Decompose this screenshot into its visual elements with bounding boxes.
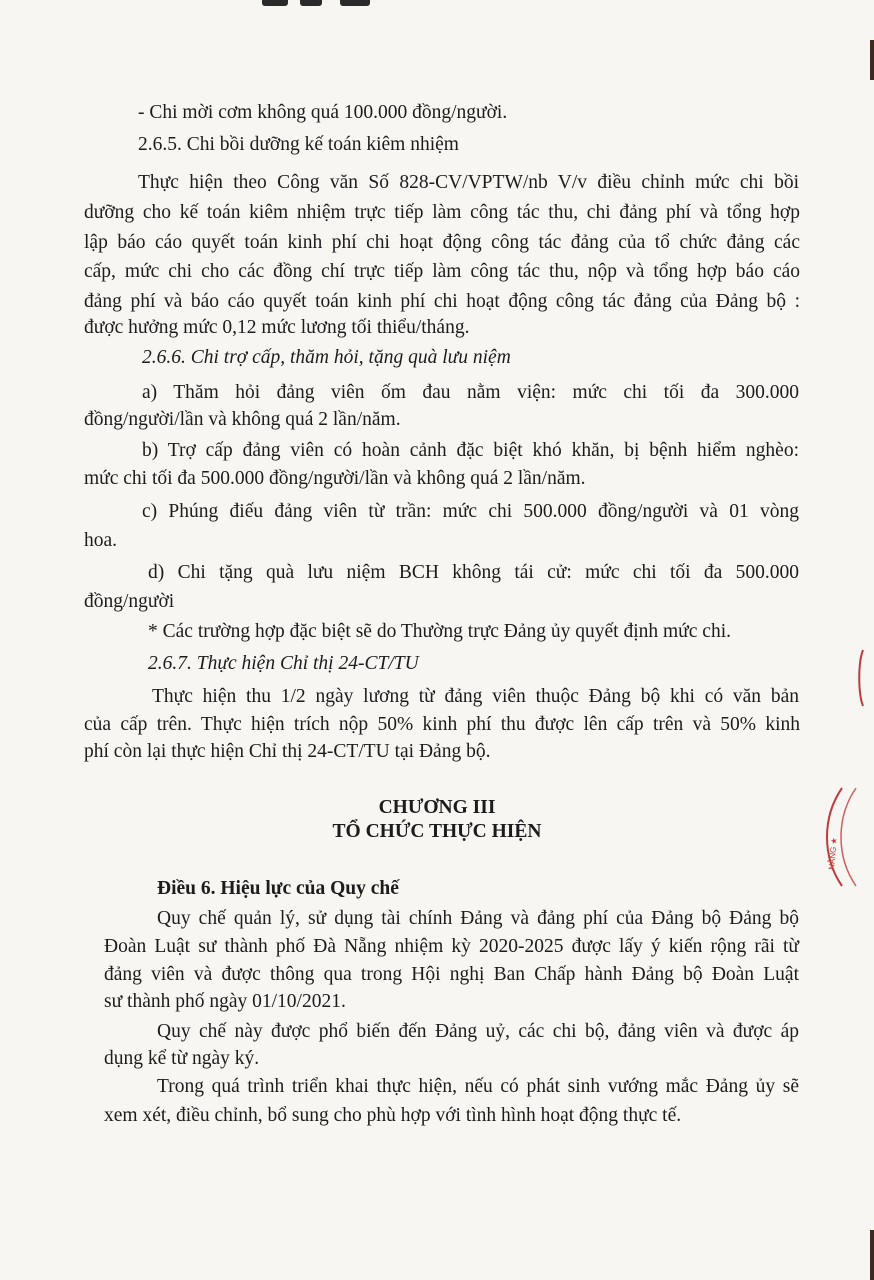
paragraph-line: được hưởng mức 0,12 mức lương tối thiểu/tháng. [84,317,470,338]
chapter-number: CHƯƠNG III [378,797,496,818]
paragraph-line: dưỡng cho kế toán kiêm nhiệm trực tiếp làm công tác thu, chi đảng phí và tổng hợp [84,202,800,223]
paragraph-line: Quy chế này được phổ biến đến Đảng uỷ, các chi bộ, đảng viên và được áp [157,1021,799,1042]
scan-mark [262,0,288,6]
paragraph-line: d) Chi tặng quà lưu niệm BCH không tái cử: mức chi tối đa 500.000 [148,562,799,583]
paragraph-line: đồng/người/lần và không quá 2 lần/năm. [84,409,401,430]
paragraph-line: của cấp trên. Thực hiện trích nộp 50% kinh phí thu được lên cấp trên và 50% kinh [84,714,800,735]
paragraph-line: Thực hiện thu 1/2 ngày lương từ đảng viên thuộc Đảng bộ khi có văn bản [152,686,799,707]
scan-edge [870,40,874,80]
paragraph-line: * Các trường hợp đặc biệt sẽ do Thường trực Đảng ủy quyết định mức chi. [148,621,731,642]
section-heading: 2.6.5. Chi bồi dưỡng kế toán kiêm nhiệm [138,134,459,155]
section-heading: 2.6.6. Chi trợ cấp, thăm hỏi, tặng quà lưu niệm [142,347,511,368]
paragraph-line: Quy chế quản lý, sử dụng tài chính Đảng và đảng phí của Đảng bộ Đảng bộ [157,908,799,929]
paragraph-line: lập báo cáo quyết toán kinh phí chi hoạt động công tác đảng của tổ chức đảng các [84,232,800,253]
seal-fragment-icon [856,648,868,708]
scan-mark [300,0,322,6]
paragraph-line: mức chi tối đa 500.000 đồng/người/lần và không quá 2 lần/năm. [84,468,586,489]
paragraph-line: a) Thăm hỏi đảng viên ốm đau nằm viện: mức chi tối đa 300.000 [142,382,799,403]
paragraph-line: b) Trợ cấp đảng viên có hoàn cảnh đặc biệt khó khăn, bị bệnh hiểm nghèo: [142,440,799,461]
paragraph-line: Thực hiện theo Công văn Số 828-CV/VPTW/nb V/v điều chỉnh mức chi bồi [138,172,799,193]
paragraph-line: đảng phí và báo cáo quyết toán kinh phí chi hoạt động công tác đảng của Đảng bộ : [84,291,800,312]
scan-edge [870,1230,874,1280]
section-heading: 2.6.7. Thực hiện Chỉ thị 24-CT/TU [148,653,419,674]
paragraph-line: Đoàn Luật sư thành phố Đà Nẵng nhiệm kỳ 2020-2025 được lấy ý kiến rộng rãi từ [104,936,799,957]
paragraph-line: dụng kể từ ngày ký. [104,1048,260,1069]
chapter-title: TỔ CHỨC THỰC HIỆN [332,821,542,842]
paragraph-line: c) Phúng điếu đảng viên từ trần: mức chi 500.000 đồng/người và 01 vòng [142,501,799,522]
scan-mark [340,0,370,6]
seal-stamp-icon [812,782,874,892]
article-heading: Điều 6. Hiệu lực của Quy chế [157,878,399,899]
paragraph-line: sư thành phố ngày 01/10/2021. [104,991,346,1012]
paragraph-line: Trong quá trình triển khai thực hiện, nếu có phát sinh vướng mắc Đảng ủy sẽ [157,1076,799,1097]
paragraph-line: hoa. [84,530,118,551]
paragraph-line: phí còn lại thực hiện Chỉ thị 24-CT/TU tại Đảng bộ. [84,741,491,762]
paragraph-line: cấp, mức chi cho các đồng chí trực tiếp làm công tác thu, nộp và tổng hợp báo cáo [84,261,800,282]
paragraph-line: đồng/người [84,591,175,612]
paragraph-line: xem xét, điều chỉnh, bổ sung cho phù hợp với tình hình hoạt động thực tế. [104,1105,682,1126]
text-line: - Chi mời cơm không quá 100.000 đồng/người. [138,102,508,123]
paragraph-line: đảng viên và được thông qua trong Hội nghị Ban Chấp hành Đảng bộ Đoàn Luật [104,964,799,985]
seal-text: NẴNG ★ [827,836,839,871]
